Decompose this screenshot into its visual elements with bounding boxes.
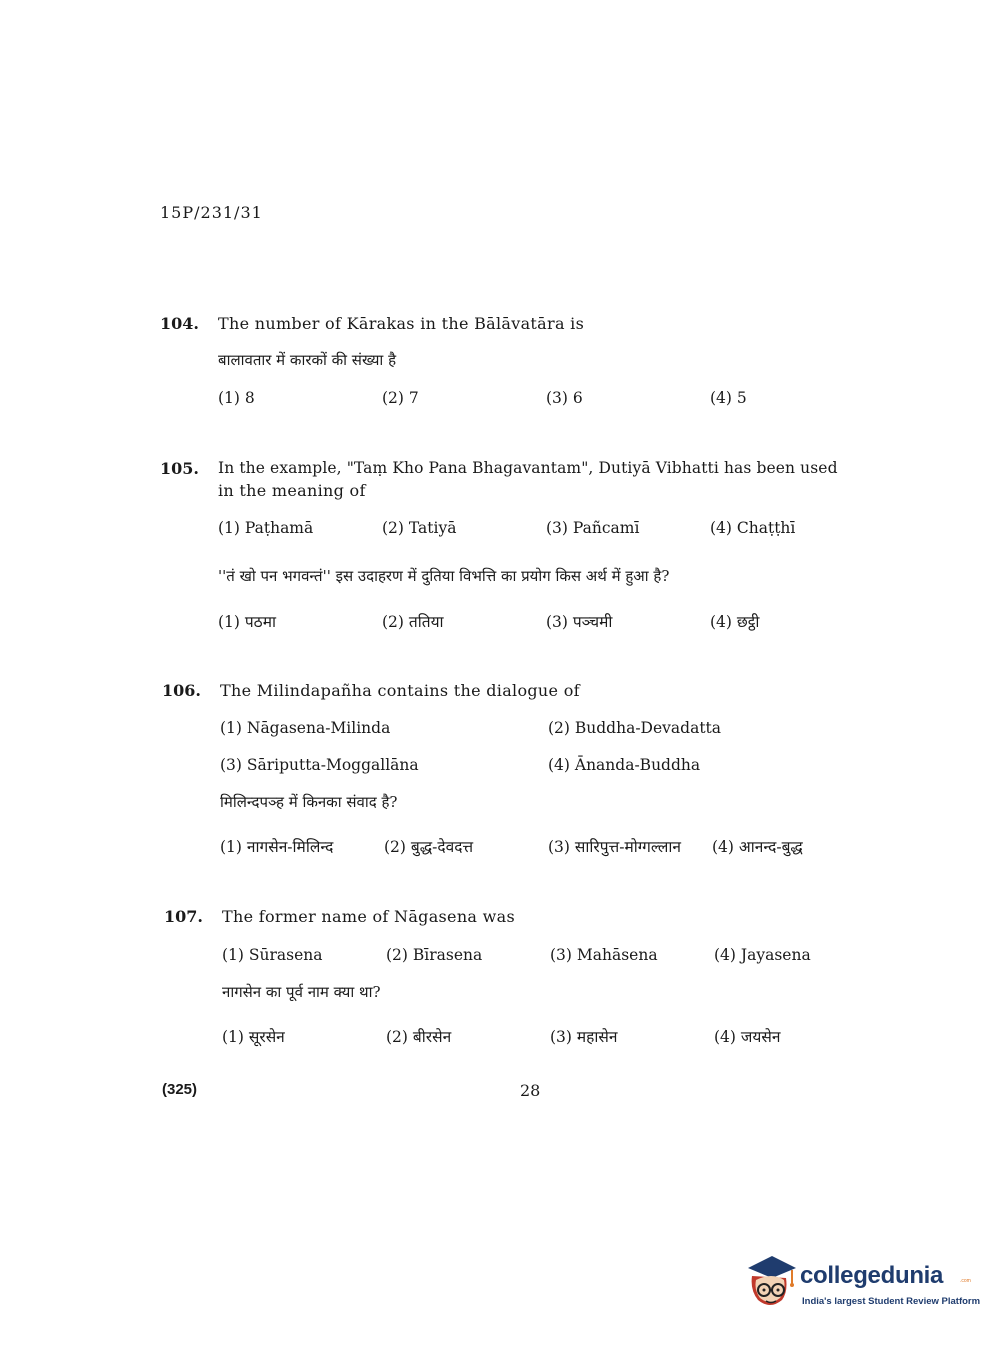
option-4: (4) Ānanda-Buddha (548, 756, 701, 774)
option-2: (2) Tatiyā (382, 519, 457, 537)
question-text-en-line2: in the meaning of (218, 481, 366, 500)
question-number: 104. (160, 314, 199, 333)
collegedunia-logo[interactable] (742, 1250, 981, 1320)
brand-tagline: India's largest Student Review Platform (802, 1296, 981, 1307)
option-3-hi: (3) पञ्चमी (546, 613, 613, 631)
option-4: (4) Jayasena (714, 946, 811, 964)
question-text-hi: बालावतार में कारकों की संख्या है (218, 351, 397, 369)
option-3: (3) Pañcamī (546, 519, 640, 537)
option-2-hi: (2) ततिया (382, 613, 444, 631)
option-3: (3) Mahāsena (550, 946, 658, 964)
question-text-en-line1: In the example, "Taṃ Kho Pana Bhagavantam", Dutiyā Vibhatti has been used (218, 459, 838, 477)
mascot-icon (742, 1250, 800, 1314)
option-1-hi: (1) सूरसेन (222, 1028, 285, 1046)
option-1: (1) Paṭhamā (218, 519, 314, 537)
option-3: (3) Sāriputta-Moggallāna (220, 756, 419, 774)
option-3: (3) 6 (546, 389, 583, 407)
option-4-hi: (4) आनन्द-बुद्ध (712, 838, 803, 856)
option-1: (1) Sūrasena (222, 946, 323, 964)
option-2: (2) Bīrasena (386, 946, 483, 964)
option-4: (4) Chaṭṭhī (710, 519, 796, 537)
option-2: (2) 7 (382, 389, 419, 407)
option-1-hi: (1) पठमा (218, 613, 276, 631)
option-3-hi: (3) महासेन (550, 1028, 618, 1046)
option-4: (4) 5 (710, 389, 747, 407)
question-number: 105. (160, 459, 199, 478)
footer-code: (325) (162, 1081, 198, 1098)
option-4-hi: (4) छट्ठी (710, 613, 760, 631)
option-3-hi: (3) सारिपुत्त-मोग्गल्लान (548, 838, 681, 856)
question-text-en: The Milindapañha contains the dialogue of (220, 681, 580, 700)
page-number: 28 (520, 1081, 541, 1100)
option-2-hi: (2) बीरसेन (386, 1028, 452, 1046)
brand-name: collegedunia (800, 1262, 944, 1289)
question-text-hi: नागसेन का पूर्व नाम क्या था? (222, 983, 381, 1001)
question-number: 107. (164, 907, 203, 926)
option-4-hi: (4) जयसेन (714, 1028, 781, 1046)
option-2-hi: (2) बुद्ध-देवदत्त (384, 838, 474, 856)
paper-code: 15P/231/31 (160, 203, 263, 222)
question-text-en: The former name of Nāgasena was (222, 907, 515, 926)
brand-suffix: .com (960, 1278, 971, 1284)
option-2: (2) Buddha-Devadatta (548, 719, 722, 737)
question-text-en: The number of Kārakas in the Bālāvatāra is (218, 314, 585, 333)
option-1-hi: (1) नागसेन-मिलिन्द (220, 838, 334, 856)
question-text-hi: ''तं खो पन भगवन्तं'' इस उदाहरण में दुतिया विभत्ति का प्रयोग किस अर्थ में हुआ है? (218, 567, 670, 585)
option-1: (1) 8 (218, 389, 255, 407)
question-text-hi: मिलिन्दपञ्ह में किनका संवाद है? (220, 793, 398, 811)
option-1: (1) Nāgasena-Milinda (220, 719, 391, 737)
question-number: 106. (162, 681, 201, 700)
